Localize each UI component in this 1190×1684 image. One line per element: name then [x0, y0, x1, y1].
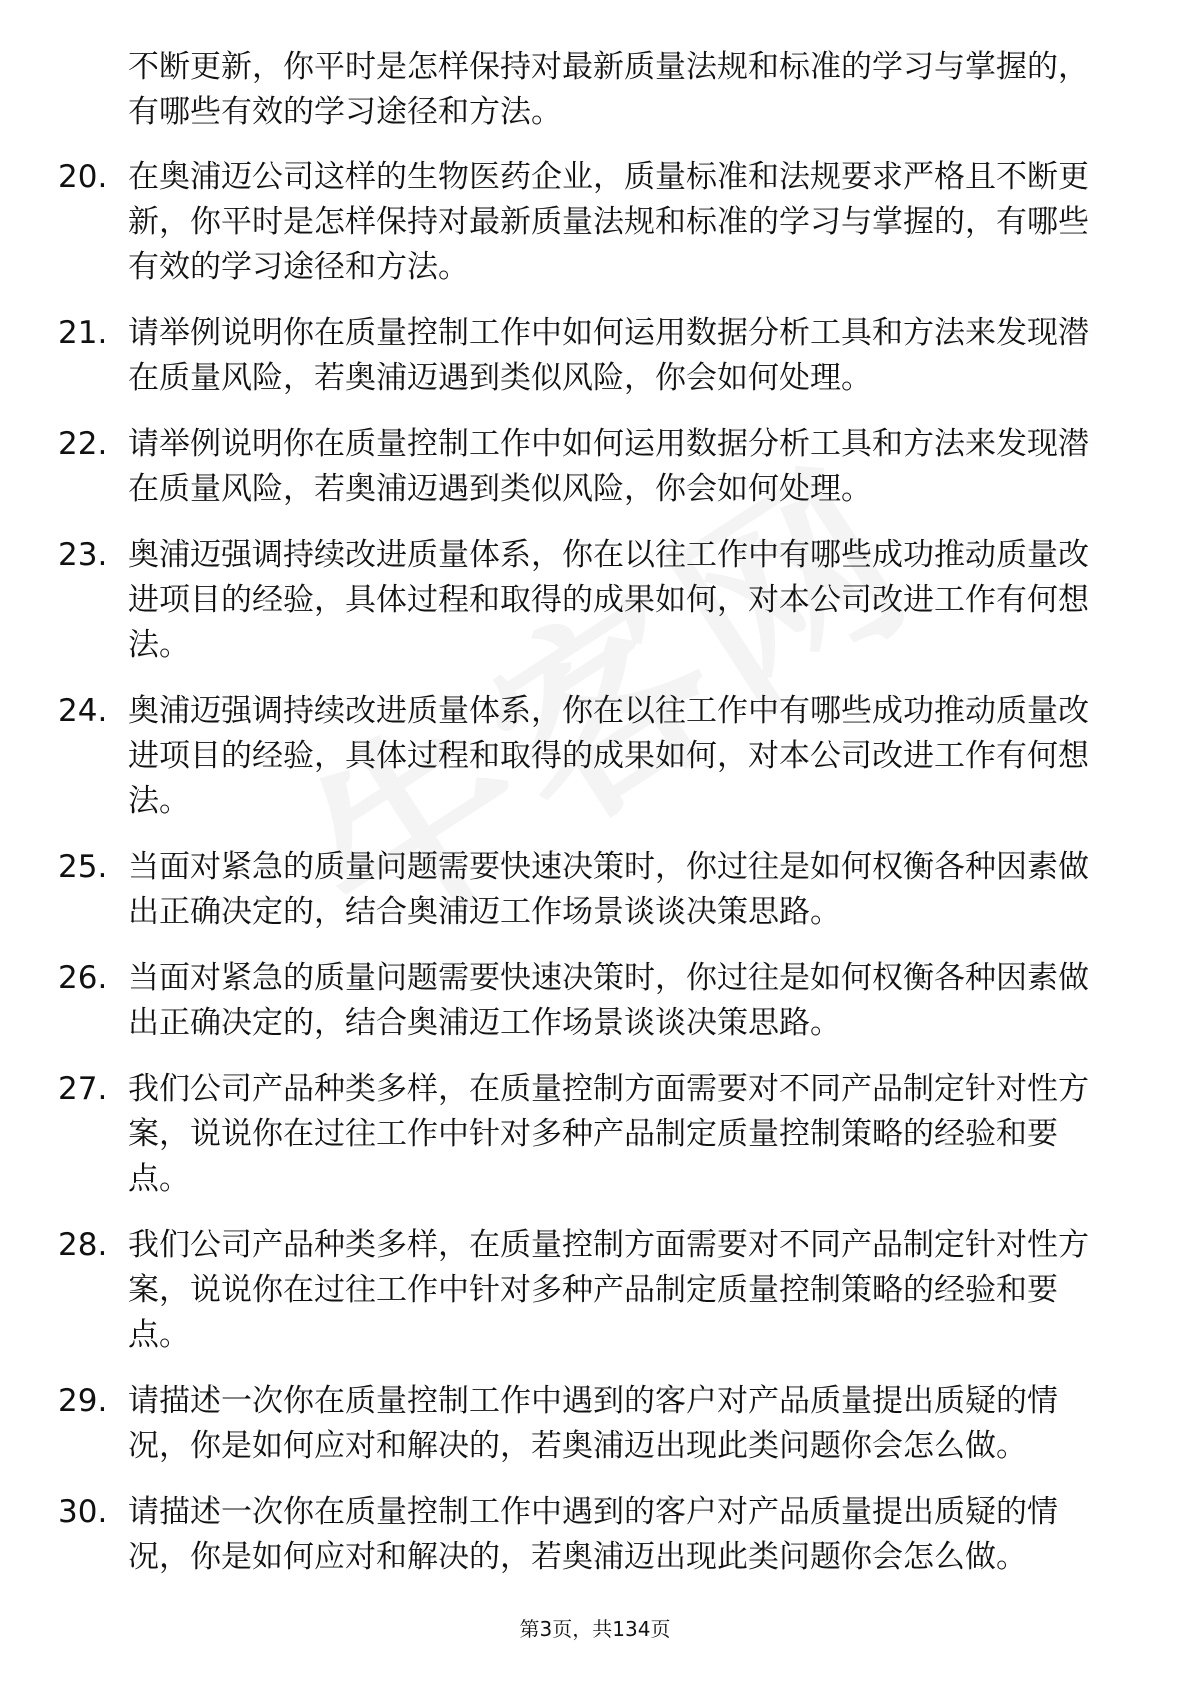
- continued-question-text: 不断更新，你平时是怎样保持对最新质量法规和标准的学习与掌握的，有哪些有效的学习途径和方法。: [128, 49, 1089, 130]
- question-text: 请描述一次你在质量控制工作中遇到的客户对产品质量提出质疑的情况，你是如何应对和解决的，若奥浦迈出现此类问题你会怎么做。: [128, 1383, 1058, 1464]
- question-number: 23.: [58, 537, 108, 573]
- question-item: [58, 311, 1108, 401]
- question-item: [58, 1223, 1108, 1358]
- question-item: [58, 155, 1108, 290]
- question-text: 我们公司产品种类多样，在质量控制方面需要对不同产品制定针对性方案，说说你在过往工作中针对多种产品制定质量控制策略的经验和要点。: [128, 1227, 1089, 1353]
- question-text: 请举例说明你在质量控制工作中如何运用数据分析工具和方法来发现潜在质量风险，若奥浦迈遇到类似风险，你会如何处理。: [128, 315, 1089, 396]
- question-text: 在奥浦迈公司这样的生物医药企业，质量标准和法规要求严格且不断更新，你平时是怎样保持对最新质量法规和标准的学习与掌握的，有哪些有效的学习途径和方法。: [128, 159, 1089, 285]
- question-number: 30.: [58, 1494, 108, 1530]
- question-text: 请举例说明你在质量控制工作中如何运用数据分析工具和方法来发现潜在质量风险，若奥浦迈遇到类似风险，你会如何处理。: [128, 426, 1089, 507]
- question-text: 我们公司产品种类多样，在质量控制方面需要对不同产品制定针对性方案，说说你在过往工作中针对多种产品制定质量控制策略的经验和要点。: [128, 1071, 1089, 1197]
- question-number: 26.: [58, 960, 108, 996]
- question-number: 20.: [58, 159, 108, 195]
- question-number: 21.: [58, 315, 108, 351]
- question-text: 当面对紧急的质量问题需要快速决策时，你过往是如何权衡各种因素做出正确决定的，结合奥浦迈工作场景谈谈决策思路。: [128, 849, 1089, 930]
- question-number: 22.: [58, 426, 108, 462]
- question-number: 25.: [58, 849, 108, 885]
- question-number: 24.: [58, 693, 108, 729]
- question-number: 28.: [58, 1227, 108, 1263]
- question-list: [58, 45, 1108, 1601]
- question-text: 当面对紧急的质量问题需要快速决策时，你过往是如何权衡各种因素做出正确决定的，结合奥浦迈工作场景谈谈决策思路。: [128, 960, 1089, 1041]
- question-number: 29.: [58, 1383, 108, 1419]
- question-item: [58, 956, 1108, 1046]
- question-item: [58, 533, 1108, 668]
- question-text: 请描述一次你在质量控制工作中遇到的客户对产品质量提出质疑的情况，你是如何应对和解决的，若奥浦迈出现此类问题你会怎么做。: [128, 1494, 1058, 1575]
- question-number: 27.: [58, 1071, 108, 1107]
- question-item: [58, 422, 1108, 512]
- question-item: [58, 1379, 1108, 1469]
- question-item: [58, 1067, 1108, 1202]
- question-item: [58, 689, 1108, 824]
- question-item: [58, 845, 1108, 935]
- page-footer: 第3页，共134页: [519, 1617, 671, 1641]
- question-text: 奥浦迈强调持续改进质量体系，你在以往工作中有哪些成功推动质量改进项目的经验，具体过程和取得的成果如何，对本公司改进工作有何想法。: [128, 693, 1089, 819]
- question-item: [58, 1490, 1108, 1580]
- question-text: 奥浦迈强调持续改进质量体系，你在以往工作中有哪些成功推动质量改进项目的经验，具体过程和取得的成果如何，对本公司改进工作有何想法。: [128, 537, 1089, 663]
